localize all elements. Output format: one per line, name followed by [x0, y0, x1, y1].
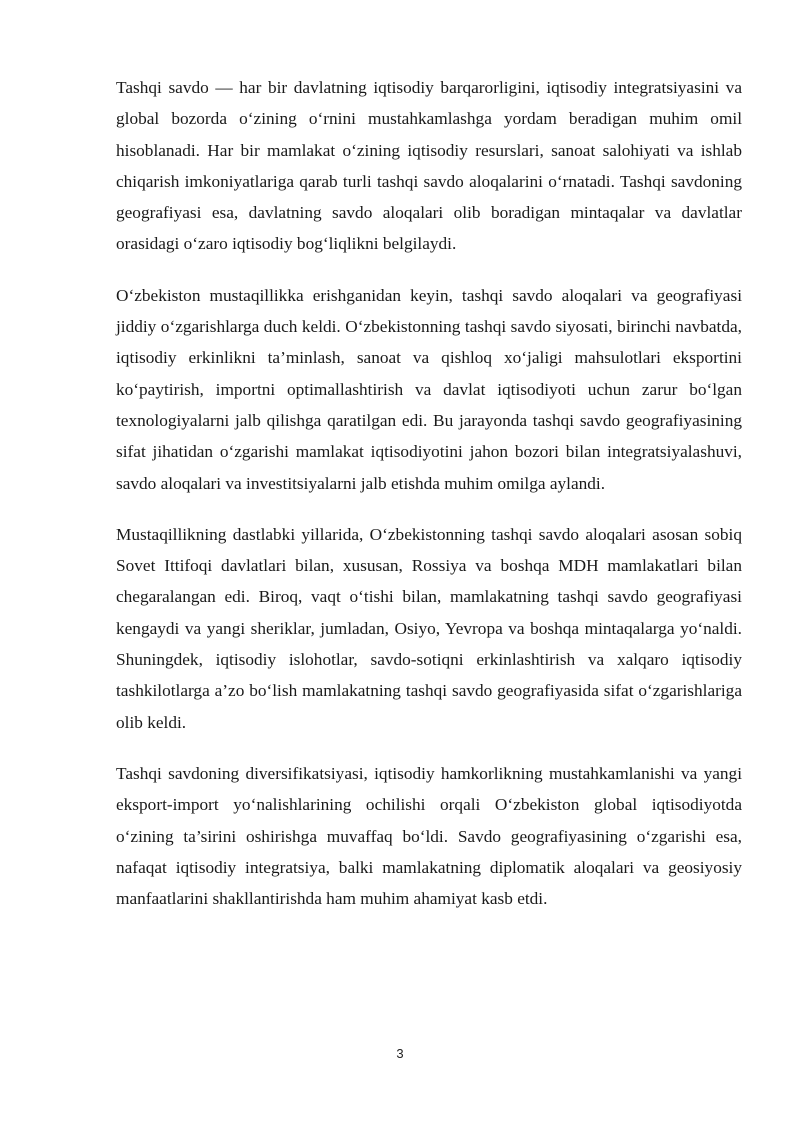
paragraph: Mustaqillikning dastlabki yillarida, O‘zbekistonning tashqi savdo aloqalari asosan sobiq Sovet Ittifoqi davlatlari bilan, xususan, Rossiya va boshqa MDH mamlakatlari bilan chegaralangan edi. Biroq, vaqt o‘tishi bilan, mamlakatning tashqi savdo geografiyasi kengaydi va yangi sheriklar, jumladan, Osiyo, Yevropa va boshqa mintaqalarga yo‘naldi. Shuningdek, iqtisodiy islohotlar, savdo-sotiqni erkinlashtirish va xalqaro iqtisodiy tashkilotlarga a’zo bo‘lish mamlakatning tashqi savdo geografiyasida sifat o‘zgarishlariga olib keldi.	[116, 524, 742, 732]
page-number: 3	[396, 1046, 404, 1061]
document-page	[116, 72, 742, 934]
paragraph: Tashqi savdo — har bir davlatning iqtisodiy barqarorligini, iqtisodiy integratsiyasini va global bozorda o‘zining o‘rnini mustahkamlashga yordam beradigan muhim omil hisoblanadi. Har bir mamlakat o‘zining iqtisodiy resurslari, sanoat salohiyati va ishlab chiqarish imkoniyatlariga qarab turli tashqi savdo aloqalarini o‘rnatadi. Tashqi savdoning geografiyasi esa, davlatning savdo aloqalari olib boradigan mintaqalar va davlatlar orasidagi o‘zaro iqtisodiy bog‘liqlikni belgilaydi.	[116, 78, 742, 254]
paragraph: O‘zbekiston mustaqillikka erishganidan keyin, tashqi savdo aloqalari va geografiyasi jiddiy o‘zgarishlarga duch keldi. O‘zbekistonning tashqi savdo siyosati, birinchi navbatda, iqtisodiy erkinlikni ta’minlash, sanoat va qishloq xo‘jaligi mahsulotlari eksportini ko‘paytirish, importni optimallashtirish va davlat iqtisodiyoti uchun zarur bo‘lgan texnologiyalarni jalb qilishga qaratilgan edi. Bu jarayonda tashqi savdo geografiyasining sifat jihatidan o‘zgarishi mamlakat iqtisodiyotini jahon bozori bilan integratsiyalashuvi, savdo aloqalari va investitsiyalarni jalb etishda muhim omilga aylandi.	[116, 285, 742, 493]
paragraph: Tashqi savdoning diversifikatsiyasi, iqtisodiy hamkorlikning mustahkamlanishi va yangi eksport-import yo‘nalishlarining ochilishi orqali O‘zbekiston global iqtisodiyotda o‘zining ta’sirini oshirishga muvaffaq bo‘ldi. Savdo geografiyasining o‘zgarishi esa, nafaqat iqtisodiy integratsiya, balki mamlakatning diplomatik aloqalari va geosiyosiy manfaatlarini shakllantirishda ham muhim ahamiyat kasb etdi.	[116, 763, 742, 909]
